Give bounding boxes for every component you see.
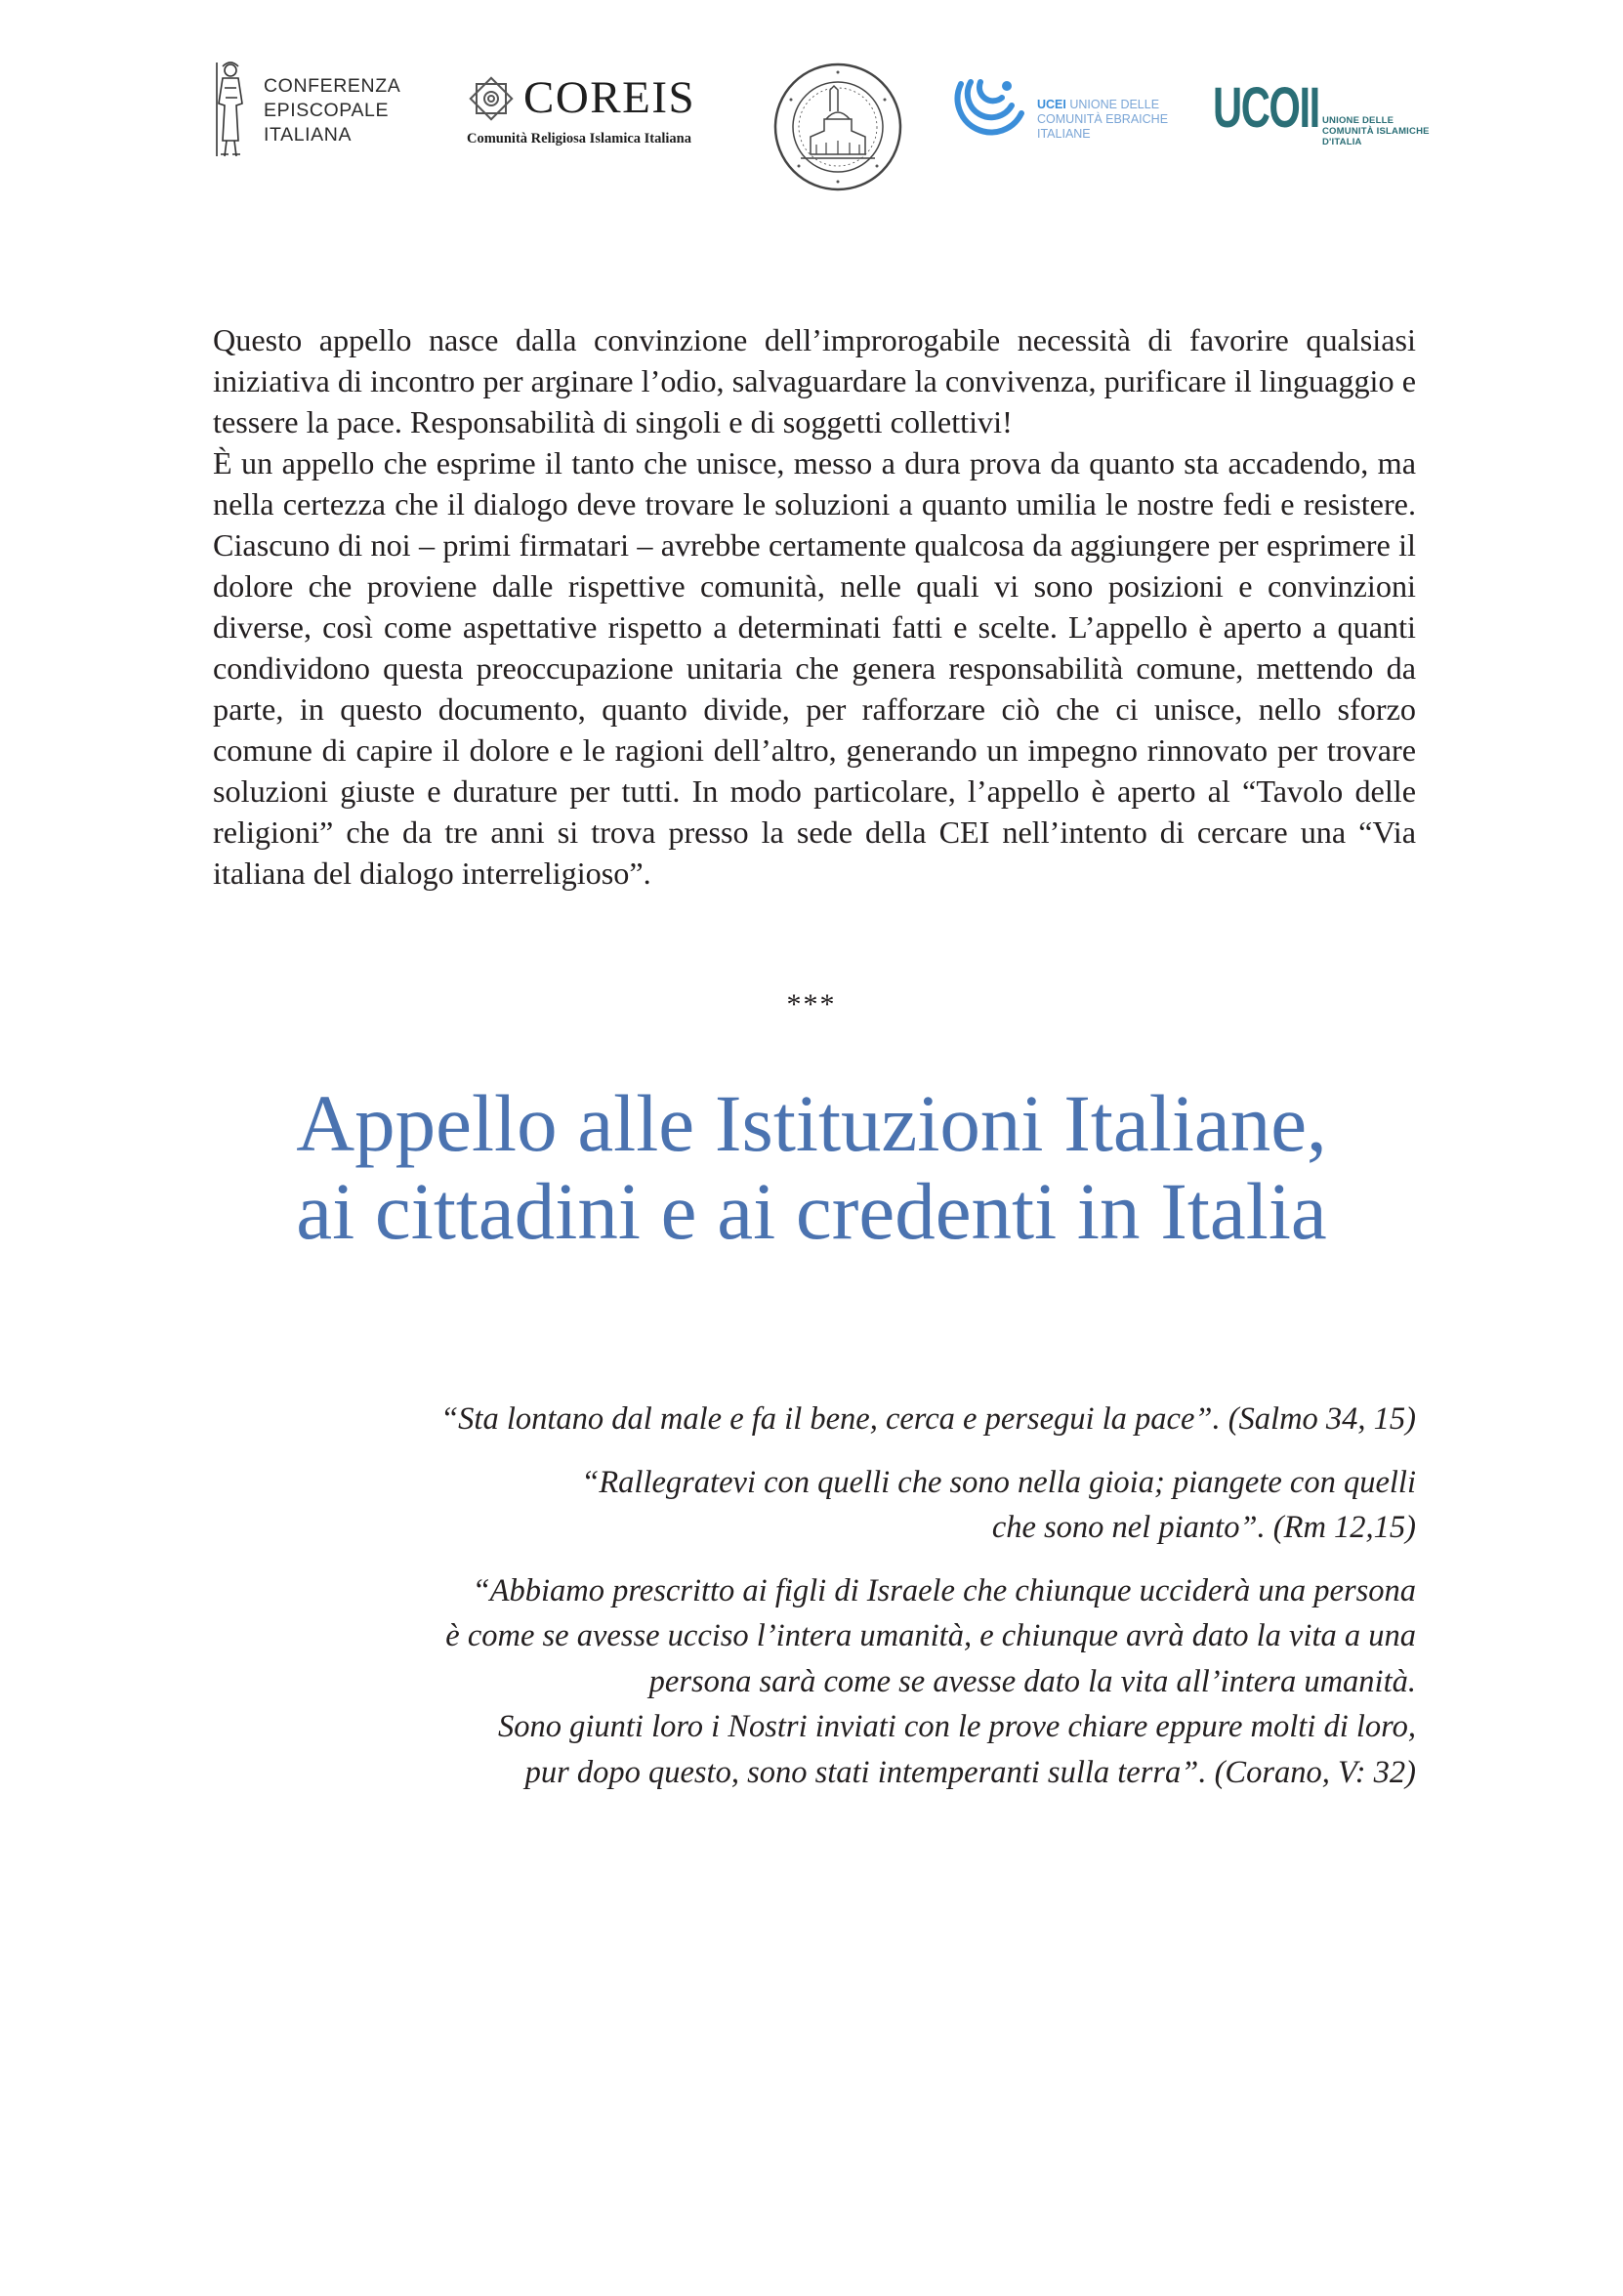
appeal-title-line-1: Appello alle Istituzioni Italiane,: [296, 1078, 1327, 1168]
pilgrim-figure-icon: [209, 59, 252, 160]
appeal-title: [0, 1079, 1623, 1255]
mosque-seal-logo: [771, 61, 906, 195]
ucei-name: UCEI UNIONE DELLE COMUNITÀ EBRAICHE ITALIANE: [1037, 98, 1169, 141]
ucoii-mark: UCOII: [1213, 76, 1319, 140]
coreis-knot-icon: [467, 74, 516, 123]
appeal-title-line-2: ai cittadini e ai credenti in Italia: [296, 1166, 1327, 1256]
ucei-waves-icon: [953, 70, 1035, 143]
cei-logo: [209, 59, 414, 166]
section-separator: ***: [786, 988, 837, 1021]
ucoii-logo: [1213, 74, 1428, 152]
intro-paragraph-2: È un appello che esprime il tanto che unisce, messo a dura prova da quanto sta accadendo, ma nella certezza che il dialogo deve trovare le soluzioni a quanto umilia le nostre fedi e resistere. Ciascuno di noi – primi firmatari – avrebbe certamente qualcosa da aggiungere per esprimere il dolore che proviene dalle rispettive comunità, nelle quali vi sono posizioni e convinzioni diverse, così come aspettative rispetto a determinati fatti e scelte. L’appello è aperto a quanti condividono questa preoccupazione unitaria che genera responsabilità comune, mettendo da parte, in questo documento, quanto divide, per rafforzare ciò che ci unisce, nello sforzo comune di capire il dolore e le ragioni dell’altro, generando un impegno rinnovato per trovare soluzioni giuste e durature per tutti. In modo particolare, l’appello è aperto al “Tavolo delle religioni” che da tre anni si trova presso la sede della CEI nell’intento di cercare una “Via italiana del dialogo interreligioso”.: [213, 445, 1416, 891]
quote-romans: “Rallegratevi con quelli che sono nella gioia; piangete con quelli che sono nel pianto”. (Rm 12,15): [581, 1464, 1416, 1545]
intro-paragraph-1: Questo appello nasce dalla convinzione dell’improrogabile necessità di favorire qualsiasi iniziativa di incontro per arginare l’odio, salvaguardare la convivenza, purificare il linguaggio e tessere la pace. Responsabilità di singoli e di soggetti collettivi!: [213, 322, 1416, 439]
cei-name: CONFERENZA EPISCOPALE ITALIANA: [264, 75, 401, 146]
quote-quran: “Abbiamo prescritto ai figli di Israele che chiunque ucciderà una persona è come se avesse ucciso l’intera umanità, e chiunque avrà dato la vita a una persona sarà come se avesse dato la vita all’intera umanità. Sono giunti loro i Nostri inviati con le prove chiare eppure molti di loro, pur dopo questo, sono stati intemperanti sulla terra”. (Corano, V: 32): [445, 1572, 1416, 1790]
scripture-quotes: [215, 1397, 1416, 1813]
logo-header: [0, 0, 1623, 195]
ucei-logo: [953, 70, 1187, 148]
quote-psalm: “Sta lontano dal male e fa il bene, cerca e persegui la pace”. (Salmo 34, 15): [440, 1401, 1416, 1437]
intro-text: [213, 319, 1416, 894]
ucoii-name: UNIONE DELLE COMUNITÀ ISLAMICHE D'ITALIA: [1322, 115, 1430, 147]
coreis-name: COREIS: [523, 72, 696, 123]
coreis-logo: [467, 68, 721, 156]
coreis-subtitle: Comunità Religiosa Islamica Italiana: [467, 131, 691, 146]
mosque-seal-icon: [771, 61, 904, 193]
